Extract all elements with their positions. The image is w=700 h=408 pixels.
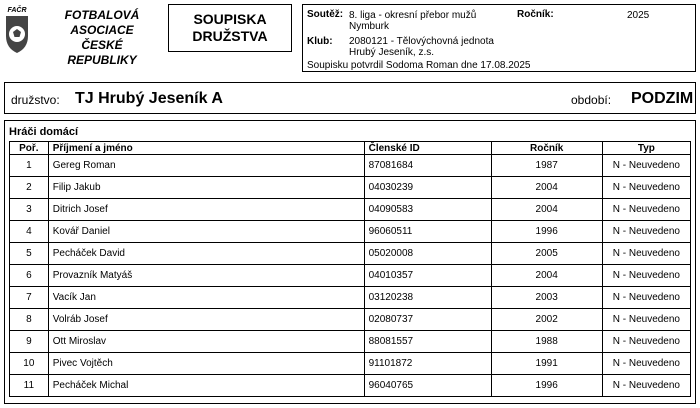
cell-typ: N - Neuvedeno xyxy=(602,177,690,199)
cell-rocnik: 1987 xyxy=(491,155,602,177)
table-row xyxy=(10,287,691,309)
cell-poradi: 6 xyxy=(10,265,49,287)
cell-jmeno: Pecháček Michal xyxy=(48,375,364,397)
cell-jmeno: Ott Miroslav xyxy=(48,331,364,353)
cell-typ: N - Neuvedeno xyxy=(602,331,690,353)
cell-rocnik: 2005 xyxy=(491,243,602,265)
cell-poradi: 7 xyxy=(10,287,49,309)
obdobi-value: PODZIM xyxy=(631,90,694,107)
klub-value-line1: 2080121 - Tělovýchovná jednota xyxy=(349,36,494,47)
cell-rocnik: 2004 xyxy=(491,199,602,221)
cell-clenske-id: 03120238 xyxy=(364,287,491,309)
cell-poradi: 4 xyxy=(10,221,49,243)
document-title xyxy=(168,4,292,52)
cell-clenske-id: 91101872 xyxy=(364,353,491,375)
cell-poradi: 11 xyxy=(10,375,49,397)
cell-jmeno: Provazník Matyáš xyxy=(48,265,364,287)
soutez-label: Soutěž: xyxy=(307,9,344,20)
table-row xyxy=(10,177,691,199)
cell-clenske-id: 05020008 xyxy=(364,243,491,265)
col-header-typ: Typ xyxy=(602,142,690,155)
cell-poradi: 1 xyxy=(10,155,49,177)
cell-typ: N - Neuvedeno xyxy=(602,353,690,375)
cell-typ: N - Neuvedeno xyxy=(602,243,690,265)
cell-jmeno: Ditrich Josef xyxy=(48,199,364,221)
table-row xyxy=(10,243,691,265)
klub-label: Klub: xyxy=(307,36,333,47)
soutez-value-line2: Nymburk xyxy=(349,21,390,32)
table-row xyxy=(10,375,691,397)
document-title-line: DRUŽSTVA xyxy=(192,28,268,44)
cell-poradi: 3 xyxy=(10,199,49,221)
obdobi-label: období: xyxy=(571,93,612,107)
cell-clenske-id: 96040765 xyxy=(364,375,491,397)
federation-line: ASOCIACE xyxy=(70,23,134,37)
cell-clenske-id: 87081684 xyxy=(364,155,491,177)
cell-typ: N - Neuvedeno xyxy=(602,221,690,243)
cell-clenske-id: 96060511 xyxy=(364,221,491,243)
col-header-jmeno: Příjmení a jméno xyxy=(48,142,364,155)
soutez-value-line1: 8. liga - okresní přebor mužů xyxy=(349,10,477,21)
cell-poradi: 2 xyxy=(10,177,49,199)
cell-rocnik: 1988 xyxy=(491,331,602,353)
cell-clenske-id: 02080737 xyxy=(364,309,491,331)
cell-rocnik: 2004 xyxy=(491,177,602,199)
cell-rocnik: 2004 xyxy=(491,265,602,287)
table-row xyxy=(10,199,691,221)
cell-jmeno: Gereg Roman xyxy=(48,155,364,177)
cell-jmeno: Pecháček David xyxy=(48,243,364,265)
cell-poradi: 10 xyxy=(10,353,49,375)
cell-poradi: 9 xyxy=(10,331,49,353)
confirmation-text: Soupisku potvrdil Sodoma Roman dne 17.08.2025 xyxy=(307,60,531,71)
table-row xyxy=(10,221,691,243)
cell-typ: N - Neuvedeno xyxy=(602,199,690,221)
table-row xyxy=(10,353,691,375)
rocnik-label: Ročník: xyxy=(517,9,554,20)
federation-line: FOTBALOVÁ xyxy=(64,8,140,22)
col-header-poradi: Poř. xyxy=(10,142,49,155)
cell-typ: N - Neuvedeno xyxy=(602,309,690,331)
cell-clenske-id: 04010357 xyxy=(364,265,491,287)
table-header-row xyxy=(10,142,691,155)
competition-info xyxy=(302,4,696,72)
cell-clenske-id: 04030239 xyxy=(364,177,491,199)
col-header-rocnik: Ročník xyxy=(491,142,602,155)
cell-typ: N - Neuvedeno xyxy=(602,265,690,287)
players-section xyxy=(4,120,696,404)
cell-jmeno: Pivec Vojtěch xyxy=(48,353,364,375)
druzstvo-label: družstvo: xyxy=(11,93,60,107)
cell-poradi: 8 xyxy=(10,309,49,331)
rocnik-value: 2025 xyxy=(627,10,650,21)
cell-rocnik: 2002 xyxy=(491,309,602,331)
players-table xyxy=(9,141,691,397)
table-row xyxy=(10,265,691,287)
table-row xyxy=(10,331,691,353)
cell-rocnik: 1991 xyxy=(491,353,602,375)
facr-logo xyxy=(4,4,30,54)
cell-typ: N - Neuvedeno xyxy=(602,375,690,397)
cell-jmeno: Vacík Jan xyxy=(48,287,364,309)
logo-text: FAČR xyxy=(7,7,27,14)
document-title-line: SOUPISKA xyxy=(193,11,267,27)
cell-clenske-id: 04090583 xyxy=(364,199,491,221)
team-bar xyxy=(4,82,696,114)
cell-jmeno: Volráb Josef xyxy=(48,309,364,331)
cell-rocnik: 1996 xyxy=(491,221,602,243)
players-table-body xyxy=(10,155,691,397)
federation-line: REPUBLIKY xyxy=(67,53,137,67)
cell-jmeno: Kovář Daniel xyxy=(48,221,364,243)
cell-typ: N - Neuvedeno xyxy=(602,155,690,177)
table-row xyxy=(10,155,691,177)
cell-jmeno: Filip Jakub xyxy=(48,177,364,199)
cell-poradi: 5 xyxy=(10,243,49,265)
federation-line: ČESKÉ xyxy=(81,38,123,52)
cell-clenske-id: 88081557 xyxy=(364,331,491,353)
col-header-clenske-id: Členské ID xyxy=(364,142,491,155)
cell-typ: N - Neuvedeno xyxy=(602,287,690,309)
cell-rocnik: 1996 xyxy=(491,375,602,397)
team-name: TJ Hrubý Jeseník A xyxy=(75,90,223,107)
klub-value-line2: Hrubý Jeseník, z.s. xyxy=(349,47,435,58)
cell-rocnik: 2003 xyxy=(491,287,602,309)
federation-name xyxy=(42,8,162,68)
section-title: Hráči domácí xyxy=(9,126,79,138)
table-row xyxy=(10,309,691,331)
